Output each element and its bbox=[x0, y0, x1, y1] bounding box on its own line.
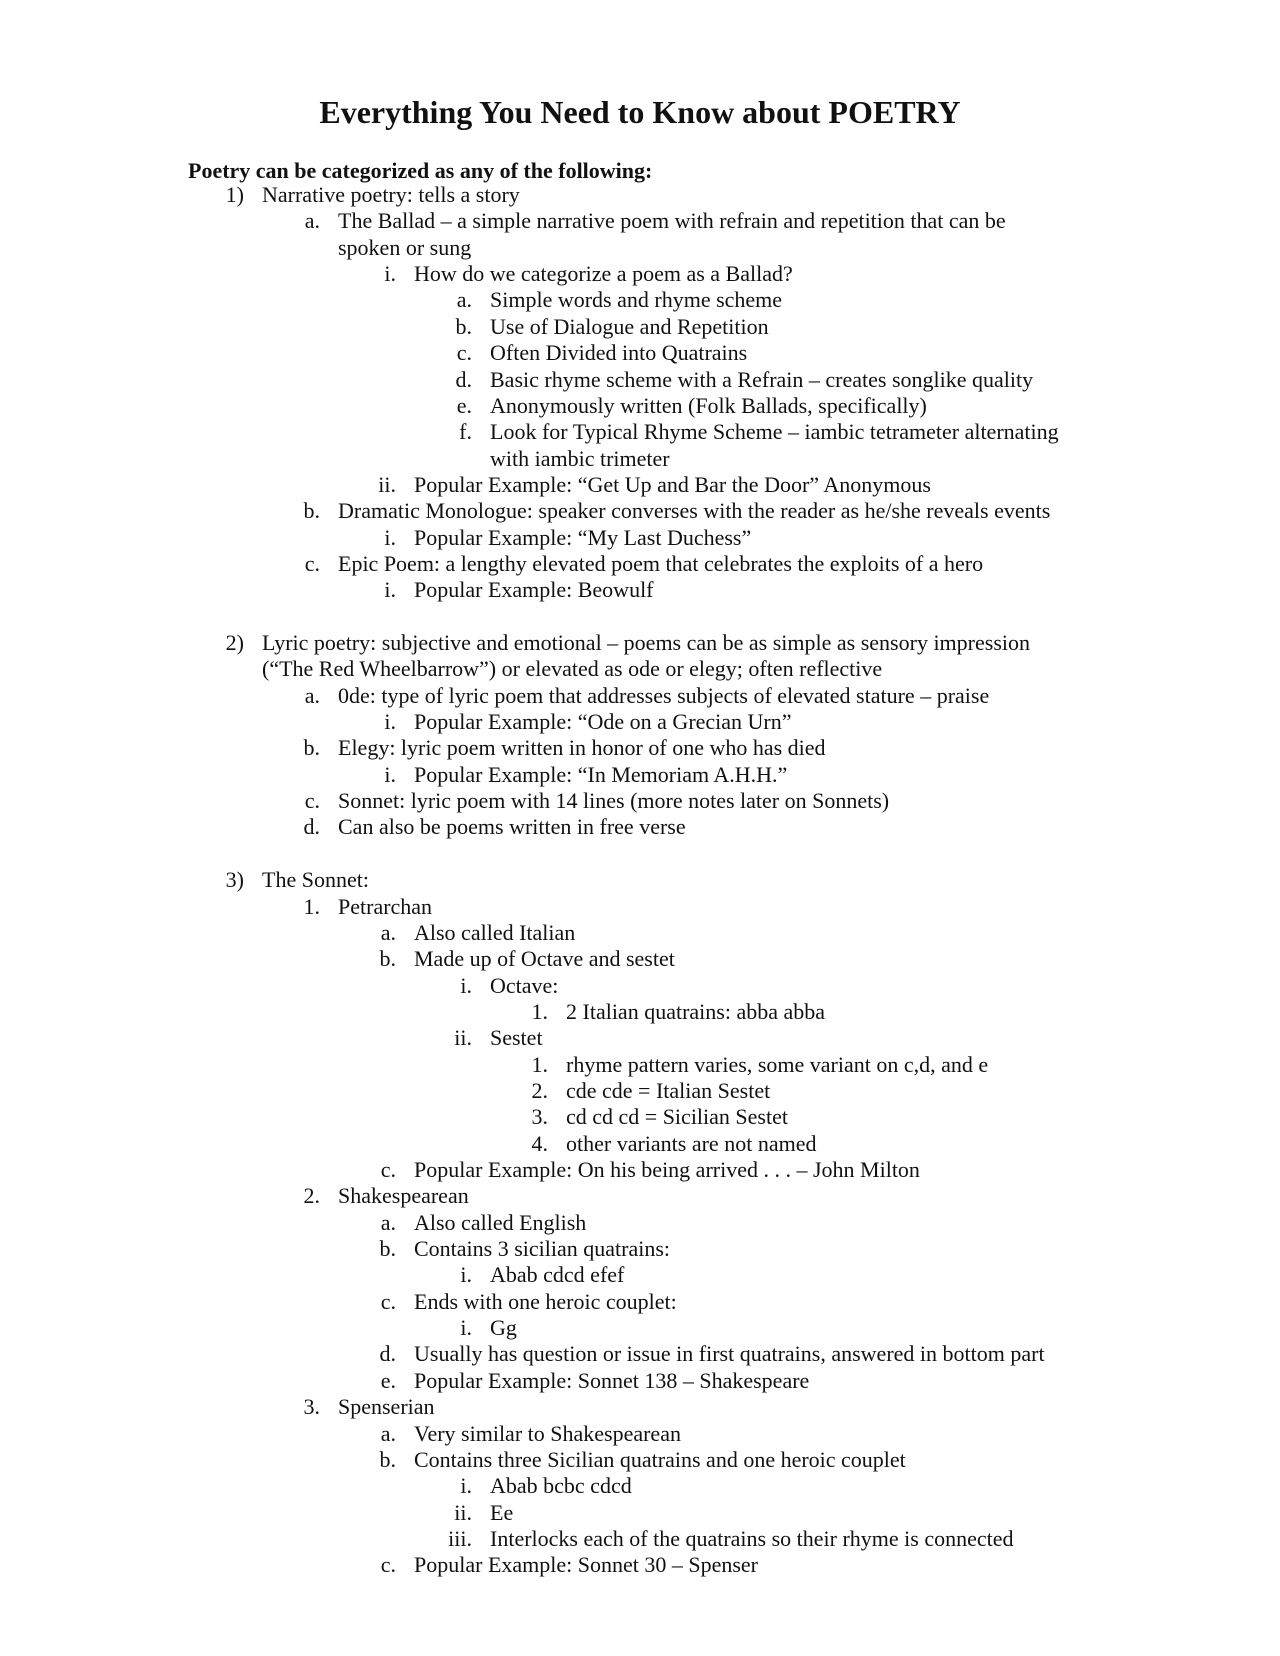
list-item-text: Lyric poetry: subjective and emotional – poems can be as simple as sensory impression bbox=[262, 630, 1030, 655]
list-marker: 1. bbox=[531, 1051, 548, 1077]
list-item-text: Sonnet: lyric poem with 14 lines (more notes later on Sonnets) bbox=[338, 788, 890, 814]
list-marker: e. bbox=[380, 1367, 396, 1393]
list-item-text: Usually has question or issue in first quatrains, answered in bottom part bbox=[414, 1341, 1045, 1367]
list-item-text: Can also be poems written in free verse bbox=[338, 814, 686, 840]
list-marker: d. bbox=[455, 366, 472, 392]
list-marker: e. bbox=[456, 392, 472, 418]
list-item-text: Simple words and rhyme scheme bbox=[490, 287, 783, 313]
list-marker: c. bbox=[380, 1157, 396, 1182]
list-marker: i. bbox=[460, 1262, 472, 1288]
list-marker: i. bbox=[460, 1473, 472, 1499]
list-item-text: Shakespearean bbox=[338, 1183, 469, 1209]
list-item-text: Use of Dialogue and Repetition bbox=[490, 313, 769, 339]
list-marker: 4. bbox=[531, 1130, 548, 1156]
list-marker: a. bbox=[380, 919, 396, 945]
list-item-text: other variants are not named bbox=[566, 1130, 817, 1156]
list-marker: 3. bbox=[303, 1394, 320, 1420]
list-marker: 3) bbox=[225, 867, 244, 893]
list-item-text: Popular Example: “In Memoriam A.H.H.” bbox=[414, 761, 788, 787]
list-marker: 1) bbox=[225, 182, 244, 207]
list-marker: c. bbox=[380, 1552, 396, 1578]
list-item-text: Often Divided into Quatrains bbox=[490, 340, 748, 366]
list-item-text: Octave: bbox=[490, 972, 559, 998]
list-marker: ii. bbox=[454, 1499, 472, 1525]
list-marker: 1. bbox=[531, 998, 548, 1024]
list-marker: 2) bbox=[225, 630, 244, 655]
list-marker: a. bbox=[380, 1420, 396, 1446]
list-item-text: How do we categorize a poem as a Ballad? bbox=[414, 261, 793, 287]
list-marker: b. bbox=[455, 313, 472, 339]
list-item-text: The Sonnet: bbox=[262, 867, 369, 893]
list-marker: iii. bbox=[448, 1525, 472, 1551]
list-item-text: Popular Example: On his being arrived . . . – John Milton bbox=[414, 1157, 920, 1182]
list-marker: i. bbox=[384, 761, 396, 787]
list-item-text: Sestet bbox=[490, 1025, 543, 1051]
list-marker: d. bbox=[379, 1341, 396, 1367]
list-marker: i. bbox=[460, 1315, 472, 1340]
list-item-text: rhyme pattern varies, some variant on c,d, and e bbox=[566, 1051, 989, 1077]
list-item-text: cd cd cd = Sicilian Sestet bbox=[566, 1104, 788, 1130]
list-marker: i. bbox=[384, 709, 396, 734]
list-marker: a. bbox=[380, 1209, 396, 1235]
list-item-text: The Ballad – a simple narrative poem with refrain and repetition that can be bbox=[338, 208, 1006, 234]
list-item-text: with iambic trimeter bbox=[490, 445, 670, 471]
list-item-text: Popular Example: “My Last Duchess” bbox=[414, 524, 752, 550]
list-marker: 2. bbox=[303, 1183, 320, 1209]
list-item-text: 2 Italian quatrains: abba abba bbox=[566, 998, 826, 1024]
list-marker: b. bbox=[379, 946, 396, 972]
list-item-text: Ee bbox=[490, 1499, 514, 1525]
list-marker: b. bbox=[303, 498, 320, 524]
list-item-text: Made up of Octave and sestet bbox=[414, 946, 675, 972]
list-marker: a. bbox=[304, 682, 320, 708]
list-item-text: Petrarchan bbox=[338, 893, 433, 919]
list-item-text: 0de: type of lyric poem that addresses subjects of elevated stature – praise bbox=[338, 682, 990, 708]
list-marker: b. bbox=[379, 1446, 396, 1472]
list-marker: b. bbox=[379, 1236, 396, 1261]
list-item-text: Ends with one heroic couplet: bbox=[414, 1288, 677, 1314]
list-marker: ii. bbox=[454, 1025, 472, 1051]
list-marker: c. bbox=[380, 1288, 396, 1314]
list-marker: i. bbox=[384, 577, 396, 603]
list-marker: 1. bbox=[303, 893, 320, 919]
list-marker: c. bbox=[456, 340, 472, 366]
page-title: Everything You Need to Know about POETRY bbox=[319, 94, 961, 130]
list-item-text: Dramatic Monologue: speaker converses with the reader as he/she reveals events bbox=[338, 498, 1051, 524]
list-item-text: Narrative poetry: tells a story bbox=[262, 182, 520, 207]
list-item-text: Very similar to Shakespearean bbox=[414, 1420, 681, 1446]
list-item-text: Spenserian bbox=[338, 1394, 435, 1420]
list-item-text: Also called English bbox=[414, 1209, 587, 1235]
list-marker: c. bbox=[304, 550, 320, 576]
list-item-text: Contains 3 sicilian quatrains: bbox=[414, 1236, 671, 1261]
list-marker: i. bbox=[384, 261, 396, 287]
list-item-text: Popular Example: “Ode on a Grecian Urn” bbox=[414, 709, 792, 734]
list-marker: ii. bbox=[378, 471, 396, 497]
list-marker: f. bbox=[459, 419, 472, 445]
list-marker: i. bbox=[460, 972, 472, 998]
list-item-text: Look for Typical Rhyme Scheme – iambic tetrameter alternating bbox=[490, 419, 1059, 445]
list-item-text: Abab bcbc cdcd bbox=[490, 1473, 632, 1499]
list-marker: b. bbox=[303, 735, 320, 761]
list-item-text: Anonymously written (Folk Ballads, specifically) bbox=[490, 392, 927, 418]
section-heading: Poetry can be categorized as any of the following: bbox=[188, 158, 653, 183]
list-item-text: spoken or sung bbox=[338, 234, 472, 260]
list-marker: a. bbox=[304, 208, 320, 234]
list-item-text: Contains three Sicilian quatrains and one heroic couplet bbox=[414, 1446, 906, 1472]
list-marker: i. bbox=[384, 524, 396, 550]
list-item-text: Popular Example: “Get Up and Bar the Door” Anonymous bbox=[414, 471, 931, 497]
list-item-text: Abab cdcd efef bbox=[490, 1262, 625, 1288]
list-item-text: Popular Example: Beowulf bbox=[414, 577, 654, 603]
list-marker: 3. bbox=[531, 1104, 548, 1130]
list-item-text: Epic Poem: a lengthy elevated poem that celebrates the exploits of a hero bbox=[338, 550, 984, 576]
list-item-text: Popular Example: Sonnet 138 – Shakespeare bbox=[414, 1367, 810, 1393]
list-marker: a. bbox=[456, 287, 472, 313]
list-item-text: cde cde = Italian Sestet bbox=[566, 1077, 771, 1103]
list-item-text: Basic rhyme scheme with a Refrain – creates songlike quality bbox=[490, 366, 1034, 392]
list-item-text: Gg bbox=[490, 1315, 517, 1340]
list-item-text: (“The Red Wheelbarrow”) or elevated as ode or elegy; often reflective bbox=[262, 656, 883, 682]
list-marker: c. bbox=[304, 788, 320, 814]
list-marker: d. bbox=[303, 814, 320, 840]
list-item-text: Also called Italian bbox=[414, 919, 576, 945]
list-marker: 2. bbox=[531, 1077, 548, 1103]
list-item-text: Popular Example: Sonnet 30 – Spenser bbox=[414, 1552, 759, 1578]
list-item-text: Interlocks each of the quatrains so their rhyme is connected bbox=[490, 1525, 1014, 1551]
list-item-text: Elegy: lyric poem written in honor of one who has died bbox=[338, 735, 826, 761]
